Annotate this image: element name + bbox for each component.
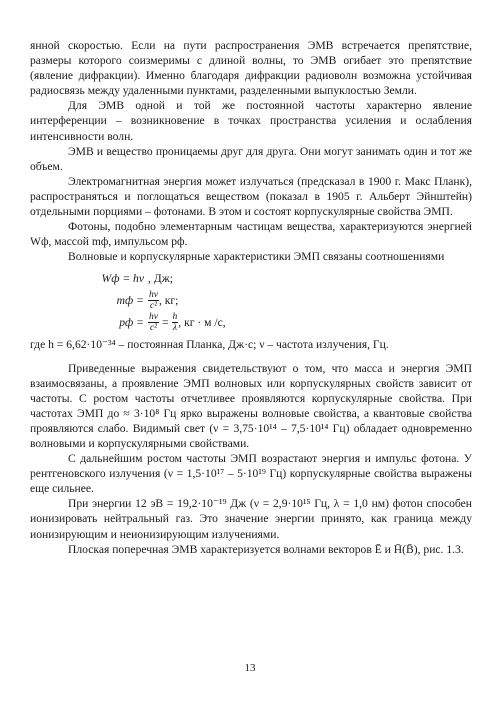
formula-mass-denominator: c² <box>149 300 158 311</box>
paragraph-frequency-dependence: Приведенные выражения свидетельствуют о том, что масса и энергия ЭМП взаимосвязаны, а проявление ЭМП волновых или корпускулярных свойств зависит от частоты. С ростом частоты отчетливее проявляются корпускулярные свойства. При частотах ЭМП до ≈ 3·10⁸ Гц ярко выражены волновые свойства, а квантовые свойства проявляются слабо. Видимый свет (ν = 3,75·10¹⁴ – 7,5·10¹⁴ Гц) обладает одновременно волновыми и корпускулярными свойствами. <box>30 361 472 450</box>
paragraph-ionization: При энергии 12 эВ = 19,2·10⁻¹⁹ Дж (ν = 2,9·10¹⁵ Гц, λ = 1,0 нм) фотон способен ионизировать нейтральный газ. Это значение энергии принято, как граница между ионизирующим и неионизирующим излучениями. <box>30 497 472 541</box>
paragraph-diffraction: янной скоростью. Если на пути распространения ЭМВ встречается препятствие, размеры которого соизмеримы с длиной волны, то ЭМВ огибает это препятствие (явление дифракции). Именно благодаря дифракции радиоволн возможна устойчивая радиосвязь между удаленными пунктами, разделенными выпуклостью Земли. <box>30 39 472 98</box>
paragraph-photon-properties: Фотоны, подобно элементарным частицам вещества, характеризуются энергией Wф, массой mф, импульсом pф. <box>30 220 472 249</box>
formula-momentum-fraction-1 <box>148 312 159 333</box>
paragraph-photons: Электромагнитная энергия может излучаться (предсказал в 1900 г. Макс Планк), распространяться и поглощаться веществом (показал в 1905 г. Альберт Эйнштейн) отдельными порциями – фотонами. В этом и состоят корпускулярные свойства ЭМП. <box>30 174 472 219</box>
paragraph-planck-constant: где h = 6,62·10⁻³⁴ – постоянная Планка, Дж·с; ν – частота излучения, Гц. <box>30 338 389 352</box>
formula-mass-unit: , кг; <box>158 293 179 307</box>
document-page <box>30 38 472 557</box>
paragraph-relations-intro: Волновые и корпускулярные характеристики ЭМП связаны соотношениями <box>68 250 445 264</box>
formula-block <box>30 267 472 333</box>
formula-mass-fraction <box>148 290 159 311</box>
formula-energy-lhs: Wф = hν <box>101 271 144 285</box>
page-number: 13 <box>244 662 256 674</box>
formula-momentum-equals: = <box>161 315 169 329</box>
paragraph-gap <box>30 353 472 361</box>
formula-momentum-numerator-1: hν <box>149 311 158 322</box>
formula-momentum-denominator-1: c² <box>149 322 158 333</box>
formula-momentum-fraction-2 <box>172 312 179 333</box>
formula-mass-numerator: hν <box>149 289 158 300</box>
paragraph-permeability: ЭМВ и вещество проницаемы друг для друга. Они могут занимать один и тот же объем. <box>30 144 472 173</box>
formula-momentum-lhs: pф = <box>119 315 144 329</box>
paragraph-plane-wave: Плоская поперечная ЭМВ характеризуется волнами векторов Ē и H̄(B̄), рис. 1.3. <box>68 542 464 556</box>
formula-momentum-denominator-2: λ <box>172 322 177 333</box>
formula-mass-lhs: mф = <box>116 293 144 307</box>
formula-energy <box>30 267 472 289</box>
formula-energy-unit: , Дж; <box>148 271 173 285</box>
formula-mass <box>30 289 472 311</box>
formula-momentum <box>30 311 472 333</box>
paragraph-interference: Для ЭМВ одной и той же постоянной частоты характерно явление интерференции – возникновение в точках пространства усиления и ослабления интенсивности волн. <box>30 99 472 143</box>
formula-momentum-numerator-2: h <box>172 311 178 322</box>
paragraph-xray: С дальнейшим ростом частоты ЭМП возрастают энергия и импульс фотона. У рентгеновского излучения (ν = 1,5·10¹⁷ – 5·10¹⁹ Гц) корпускулярные свойства выражены еще сильнее. <box>30 452 472 496</box>
formula-momentum-unit: , кг · м /с, <box>178 315 226 329</box>
